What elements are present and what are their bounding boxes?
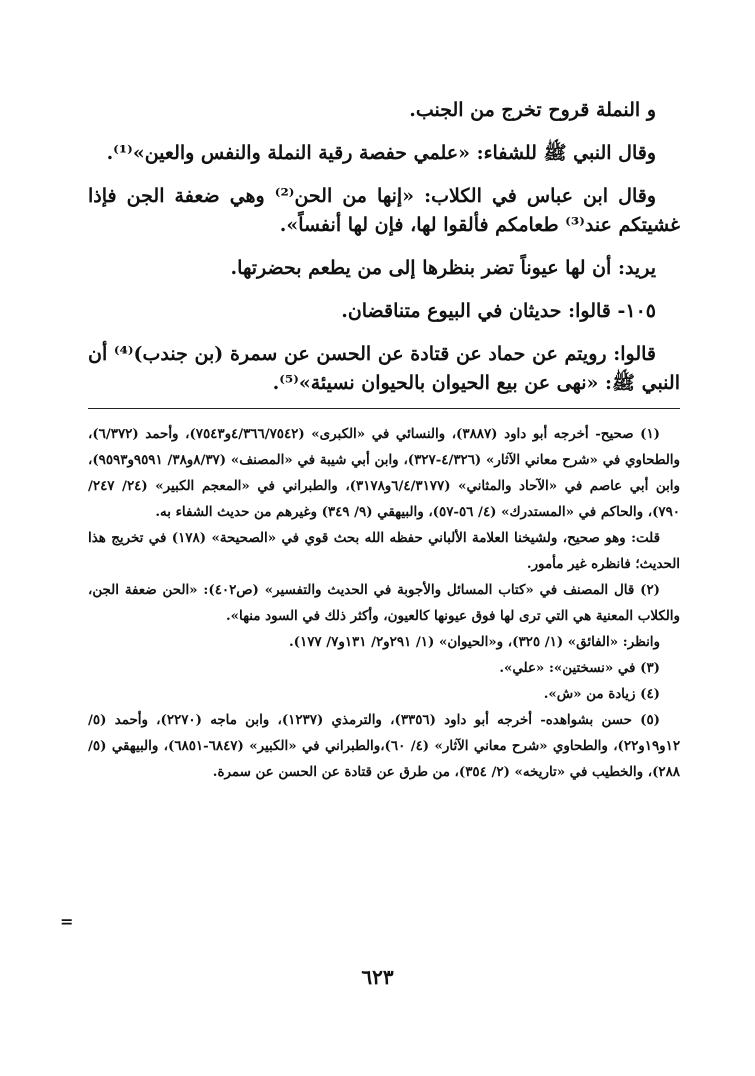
main-text [88,96,680,398]
footnotes [88,421,680,785]
footnote-4: (٤) زيادة من «ش». [543,686,660,702]
footnote-3: (٣) في «نسختين»: «علي». [499,660,660,676]
footnote-5: (٥) حسن بشواهده- أخرجه أبو داود (٣٣٥٦)، والترمذي (١٢٣٧)، وابن ماجه (٢٢٧٠)، وأحمد (٥/ ١٢و١٩و٢٢)، والطحاوي «شرح معاني الآثار» (٤/ ٦٠)،والطبراني في «الكبير» (٦٨٤٧-٦٨٥١)، والبيهقي (٥/ ٢٨٨)، والخطيب في «تاريخه» (٢/ ٣٥٤)، من طرق عن قتادة عن الحسن عن سمرة. [88,712,681,780]
footnote-2: (٢) قال المصنف في «كتاب المسائل والأجوبة في الحديث والتفسير» (ص٤٠٢): «الحن ضعفة الجن، والكلاب المعنية هي التي ترى لها فوق عيونها كالعيون، وأكثر ذلك في السود منها». [88,582,680,624]
footnote-1-note: قلت: وهو صحيح، ولشيخنا العلامة الألباني حفظه الله بحث قوي في «الصحيحة» (١٧٨) في تخريج هذا الحديث؛ فانظره غير مأمور. [88,530,680,572]
main-line-4: يريد: أن لها عيوناً تضر بنظرها إلى من يطعم بحضرتها. [230,257,656,279]
footnote-1: (١) صحيح- أخرجه أبو داود (٣٨٨٧)، والنسائي في «الكبرى» (٤/٣٦٦/٧٥٤٢و٧٥٤٣)، وأحمد (٦/٣٧٢)، والطحاوي في «شرح معاني الآثار» (٤/٣٢٦-٣٢٧)، وابن أبي شيبة في «المصنف» (٨/٣٧و٣٨/ ٩٥٩١و٩٥٩٣)، وابن أبي عاصم في «الآحاد والمثاني» (٦/٤/٣١٧٧و٣١٧٨)، والطبراني في «المعجم الكبير» (٢٤/ ٢٤٧/ ٧٩٠)، والحاكم في «المستدرك» (٤/ ٥٦-٥٧)، والبيهقي (٩/ ٣٤٩) وغيرهم من حديث الشفاء به. [88,426,680,520]
main-line-5: ١٠٥- قالوا: حديثان في البيوع متناقضان. [341,300,656,322]
page-body [88,96,680,785]
main-paragraph-3: وقال ابن عباس في الكلاب: «إنها من الحن⁽²⁾ وهي ضعفة الجن فإذا غشيتكم عند⁽³⁾ طعامكم فألقوا لها، فإن لها أنفساً». [88,185,680,236]
main-line-2: وقال النبي ﷺ للشفاء: «علمي حفصة رقية النملة والنفس والعين»⁽¹⁾. [106,142,656,164]
footnote-separator [88,408,680,409]
footnote-2-reference: وانظر: «الفائق» (١/ ٣٢٥)، و«الحيوان» (١/ ٢٩١و٢/ ١٣١و٧/ ١٧٧). [289,634,660,650]
page-number: ٦٢٣ [361,965,394,989]
continuation-mark: = [60,912,74,931]
main-line-1: و النملة قروح تخرج من الجنب. [409,99,656,121]
main-paragraph-6: قالوا: رويتم عن حماد عن قتادة عن الحسن عن سمرة (بن جندب)⁽⁴⁾ أن النبي ﷺ: «نهى عن بيع الحيوان بالحيوان نسيئة»⁽⁵⁾. [88,343,680,394]
